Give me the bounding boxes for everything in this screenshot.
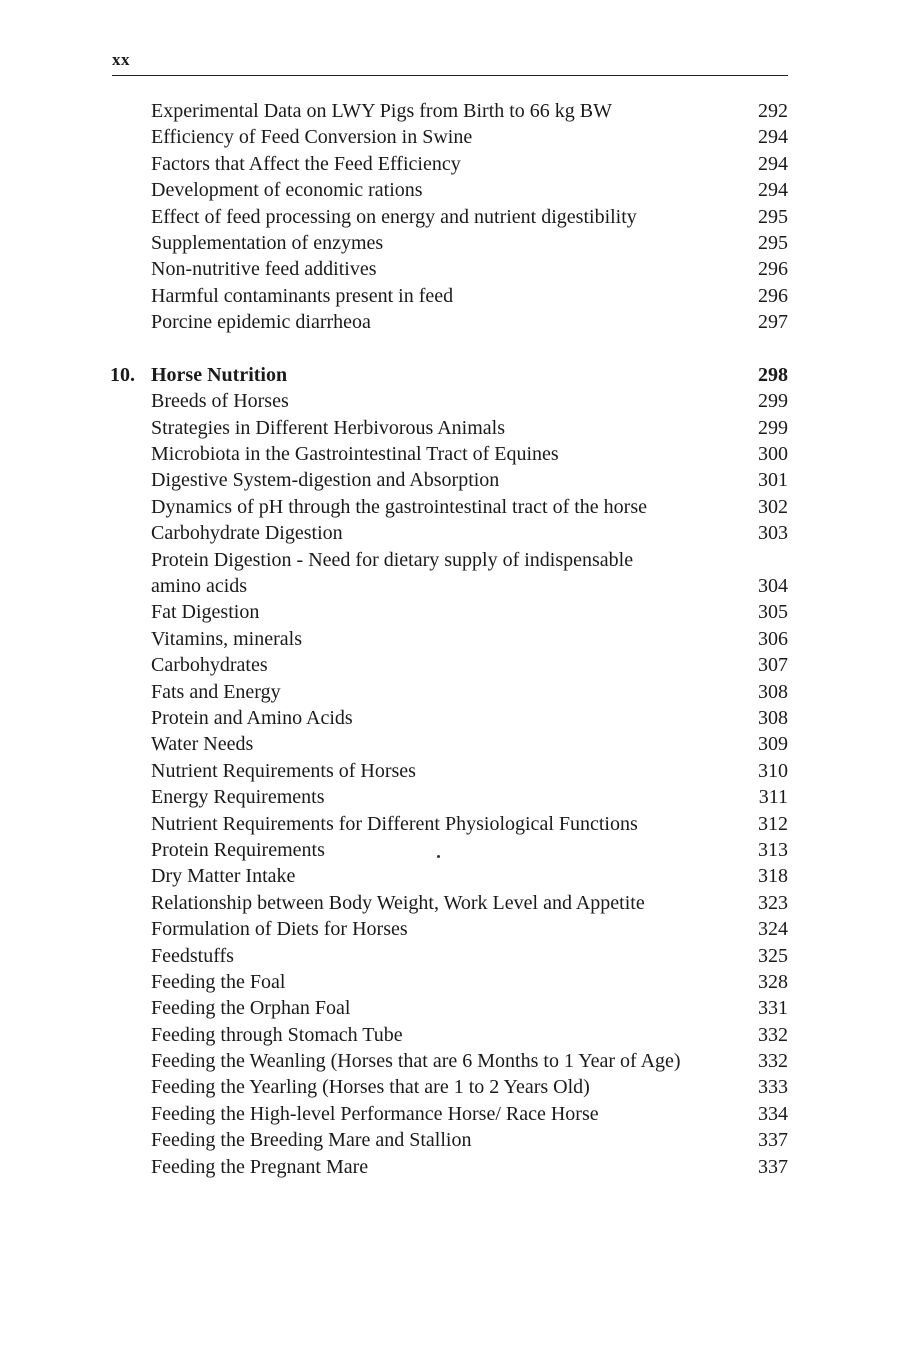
toc-entry — [110, 599, 790, 625]
toc-entry-title: Breeds of Horses — [151, 390, 289, 413]
stray-print-dot — [437, 855, 440, 858]
toc-entry-page: 323 — [758, 891, 788, 914]
toc-entry-page: 310 — [758, 759, 788, 782]
toc-chapter-heading — [110, 362, 790, 388]
toc-entry — [110, 230, 790, 256]
toc-entry — [110, 943, 790, 969]
toc-entry-title: Experimental Data on LWY Pigs from Birth to 66 kg BW — [151, 100, 613, 122]
toc-entry-page: 332 — [758, 1050, 788, 1073]
toc-entry — [110, 969, 790, 995]
toc-entry — [110, 1022, 790, 1048]
toc-entry-title: Dry Matter Intake — [151, 865, 296, 888]
toc-entry-title: Feeding the Orphan Foal — [151, 997, 351, 1020]
toc-entry — [110, 1074, 790, 1100]
chapter-page: 298 — [758, 363, 788, 386]
toc-entry — [110, 1154, 790, 1180]
toc-entry — [110, 441, 790, 467]
toc-entry — [110, 98, 790, 124]
toc-entry-page: 308 — [758, 706, 788, 729]
toc-entry — [110, 283, 790, 309]
toc-entry-page: 299 — [758, 390, 788, 413]
toc-entry-title: Non-nutritive feed additives — [151, 258, 377, 281]
toc-entry — [110, 731, 790, 757]
chapter-number: 10. — [110, 363, 135, 386]
toc-entry-page: 306 — [758, 627, 788, 650]
toc-entry — [110, 837, 790, 863]
toc-entry-title: Strategies in Different Herbivorous Animals — [151, 416, 506, 439]
toc-entry — [110, 863, 790, 889]
toc-entry-title: Digestive System-digestion and Absorption — [151, 469, 500, 492]
toc-entry-page: 301 — [758, 469, 788, 492]
toc-entry-title: Relationship between Body Weight, Work Level and Appetite — [151, 891, 645, 914]
toc-entry-page: 312 — [758, 812, 788, 835]
toc-entry-title: Effect of feed processing on energy and nutrient digestibility — [151, 205, 637, 228]
toc-entry-page: 303 — [758, 522, 788, 545]
toc-entry-title: Carbohydrate Digestion — [151, 522, 343, 545]
toc-entry — [110, 758, 790, 784]
toc-entry-page: 294 — [758, 179, 788, 202]
toc-entry-page: 302 — [758, 495, 788, 518]
toc-entry — [110, 256, 790, 282]
toc-entry-title: Formulation of Diets for Horses — [151, 918, 408, 941]
toc-entry-title: Efficiency of Feed Conversion in Swine — [151, 126, 473, 149]
toc-entry-title: Water Needs — [151, 733, 254, 756]
toc-entry-page: 331 — [758, 997, 788, 1020]
toc-entry-title: Protein Digestion - Need for dietary supply of indispensable — [151, 548, 634, 571]
toc-entry-page: 300 — [758, 443, 788, 466]
header-rule — [112, 75, 788, 76]
page-number-header: xx — [112, 50, 130, 69]
toc-entry — [110, 1048, 790, 1074]
toc-entry — [110, 494, 790, 520]
toc-entry — [110, 388, 790, 414]
toc-entry-title: Harmful contaminants present in feed — [151, 284, 454, 307]
toc-entry — [110, 626, 790, 652]
toc-entry-title-continued: amino acids — [151, 575, 248, 598]
toc-entry-page: 295 — [758, 231, 788, 254]
toc-entry — [110, 705, 790, 731]
toc-entry — [110, 652, 790, 678]
toc-entry-title: Supplementation of enzymes — [151, 231, 384, 254]
toc-entry — [110, 811, 790, 837]
toc-entry-title: Feeding the High-level Performance Horse/ Race Horse — [151, 1102, 599, 1125]
toc-entry — [110, 890, 790, 916]
toc-entry-title: Feeding the Pregnant Mare — [151, 1155, 369, 1178]
toc-entry-title: Protein Requirements — [151, 838, 325, 861]
toc-entry-page: 295 — [758, 205, 788, 228]
toc-entry — [110, 1127, 790, 1153]
toc-entry-title: Fat Digestion — [151, 601, 260, 624]
toc-entry-title: Nutrient Requirements of Horses — [151, 759, 416, 782]
toc-entry-page: 332 — [758, 1023, 788, 1046]
toc-entry-page: 305 — [758, 601, 788, 624]
toc-entry-page: 297 — [758, 311, 788, 334]
toc-entry-page: 304 — [758, 575, 788, 598]
toc-entry-title: Vitamins, minerals — [151, 627, 302, 650]
toc-entry — [110, 415, 790, 441]
toc-entry — [110, 520, 790, 546]
chapter-title: Horse Nutrition — [151, 363, 288, 386]
toc-entry-title: Feeding through Stomach Tube — [151, 1023, 403, 1046]
toc-entry — [110, 151, 790, 177]
toc-entry-title: Carbohydrates — [151, 654, 268, 677]
toc-entry-title: Feeding the Yearling (Horses that are 1 to 2 Years Old) — [151, 1076, 590, 1099]
toc-entry-title: Energy Requirements — [151, 786, 325, 809]
toc-entry-page: 308 — [758, 680, 788, 703]
toc-entry-wrapped-line2 — [110, 573, 790, 599]
toc-entry-page: 294 — [758, 126, 788, 149]
toc-entry-page: 328 — [758, 970, 788, 993]
toc-entry-title: Feeding the Foal — [151, 970, 286, 993]
toc-entry — [110, 784, 790, 810]
toc-entry-page: 311 — [758, 786, 788, 809]
toc-entry-wrapped-line1 — [110, 547, 790, 573]
toc-entry-title: Porcine epidemic diarrheoa — [151, 311, 371, 334]
toc-entry-page: 313 — [758, 838, 788, 861]
toc-entry-title: Feeding the Weanling (Horses that are 6 Months to 1 Year of Age) — [151, 1050, 681, 1073]
toc-entry-page: 333 — [758, 1076, 788, 1099]
toc-entry-page: 292 — [758, 100, 788, 122]
toc-entry — [110, 124, 790, 150]
toc-entry-page: 324 — [758, 918, 788, 941]
toc-entry-page: 318 — [758, 865, 788, 888]
toc-entry — [110, 309, 790, 335]
toc-entry-title: Microbiota in the Gastrointestinal Tract of Equines — [151, 443, 559, 466]
toc-entry-page: 337 — [758, 1155, 788, 1178]
toc-entry — [110, 1101, 790, 1127]
toc-entry-page: 296 — [758, 284, 788, 307]
table-of-contents — [110, 98, 790, 1180]
toc-entry — [110, 204, 790, 230]
toc-entry — [110, 916, 790, 942]
toc-entry-page: 307 — [758, 654, 788, 677]
toc-entry-title: Protein and Amino Acids — [151, 706, 353, 729]
toc-entry-title: Feedstuffs — [151, 944, 234, 967]
toc-entry — [110, 995, 790, 1021]
toc-entry-page: 309 — [758, 733, 788, 756]
toc-entry-page: 299 — [758, 416, 788, 439]
toc-entry-title: Feeding the Breeding Mare and Stallion — [151, 1129, 472, 1152]
toc-entry-title: Nutrient Requirements for Different Physiological Functions — [151, 812, 638, 835]
toc-entry-page: 337 — [758, 1129, 788, 1152]
toc-entry-title: Development of economic rations — [151, 179, 423, 202]
toc-entry-title: Fats and Energy — [151, 680, 281, 703]
toc-entry-page: 334 — [758, 1102, 788, 1125]
toc-entry-page: 294 — [758, 152, 788, 175]
toc-entry — [110, 177, 790, 203]
toc-entry-title: Dynamics of pH through the gastrointestinal tract of the horse — [151, 495, 647, 518]
toc-entry-title: Factors that Affect the Feed Efficiency — [151, 152, 461, 175]
toc-entry — [110, 467, 790, 493]
toc-entry-page: 296 — [758, 258, 788, 281]
toc-entry-page: 325 — [758, 944, 788, 967]
toc-entry — [110, 679, 790, 705]
